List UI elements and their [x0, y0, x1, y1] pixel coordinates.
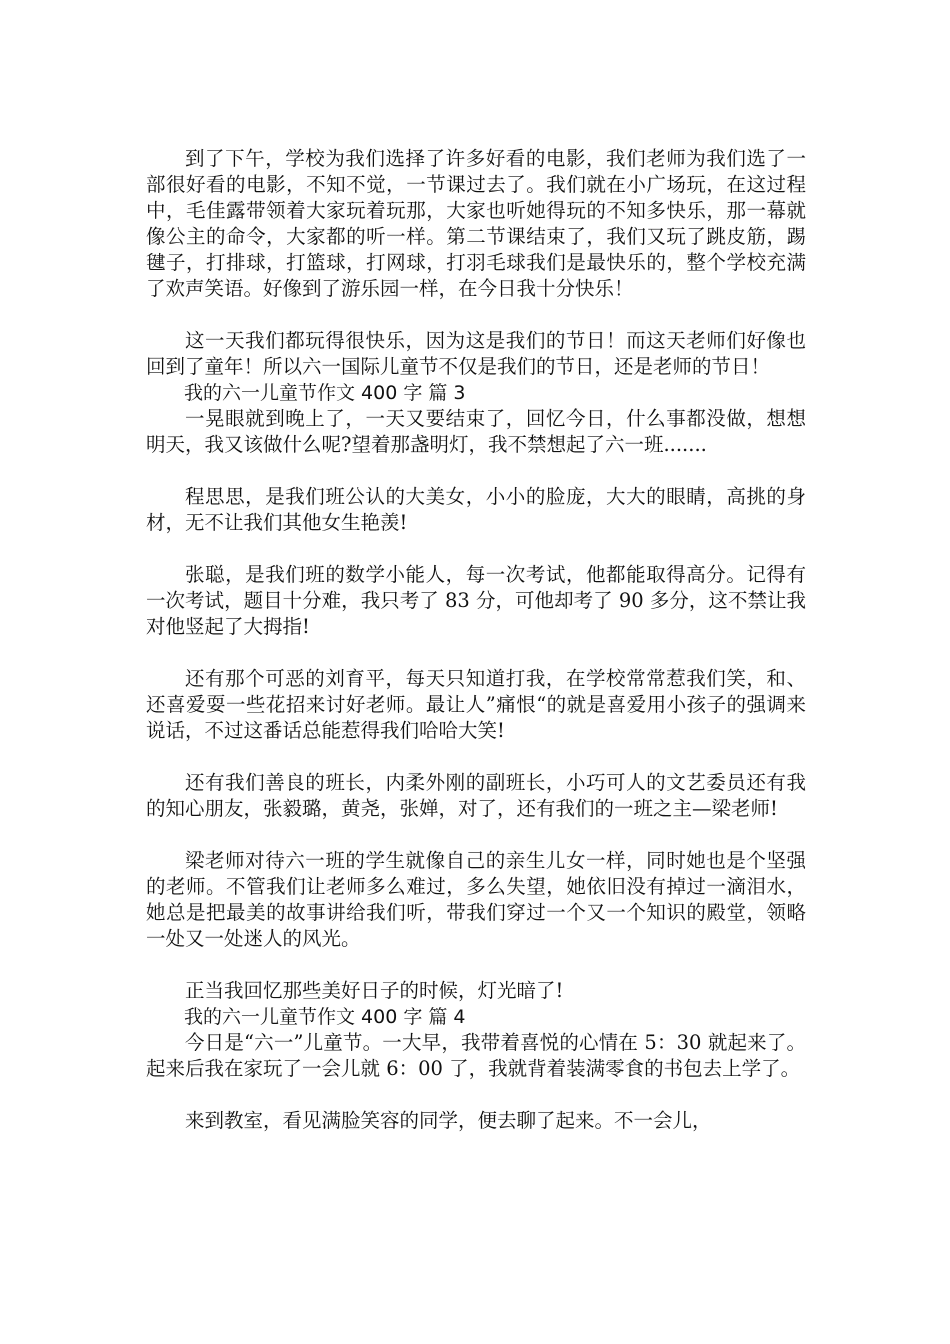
paragraph-cheng-sisi: 程思思，是我们班公认的大美女，小小的脸庞，大大的眼睛，高挑的身材，无不让我们其他女生艳羡! — [146, 485, 806, 534]
paragraph-zhang-cong: 张聪，是我们班的数学小能人，每一次考试，他都能取得高分。记得有一次考试，题目十分难，我只考了 83 分，可他却考了 90 多分，这不禁让我对他竖起了大拇指! — [146, 563, 806, 638]
document-page — [146, 146, 806, 1134]
paragraph-childrens-day-morning: 今日是“六一”儿童节。一大早，我带着喜悦的心情在 5：30 就起来了。起来后我在家玩了一会儿就 6：00 了，我就背着装满零食的书包去上学了。 — [146, 1031, 806, 1080]
section-heading-part-3: 我的六一儿童节作文 400 字 篇 3 — [184, 382, 466, 404]
paragraph-festival-summary: 这一天我们都玩得很快乐，因为这是我们的节日！而这天老师们好像也回到了童年！所以六一国际儿童节不仅是我们的节日，还是老师的节日！ — [146, 329, 806, 378]
paragraph-lights-dim: 正当我回忆那些美好日子的时候，灯光暗了! — [185, 979, 564, 1002]
paragraph-afternoon-movies: 到了下午，学校为我们选择了许多好看的电影，我们老师为我们选了一部很好看的电影，不知不觉，一节课过去了。我们就在小广场玩，在这过程中，毛佳露带领着大家玩着玩那，大家也听她得玩的不知多快乐，那一幕就像公主的命令，大家都的听一样。第二节课结束了，我们又玩了跳皮筋，踢毽子，打排球，打篮球，打网球，打羽毛球我们是最快乐的，整个学校充满了欢声笑语。好像到了游乐园一样，在今日我十分快乐！ — [146, 147, 806, 300]
paragraph-evening-recall: 一晃眼就到晚上了，一天又要结束了，回忆今日，什么事都没做，想想明天，我又该做什么呢?望着那盏明灯，我不禁想起了六一班....... — [146, 407, 806, 456]
paragraph-classroom: 来到教室，看见满脸笑容的同学，便去聊了起来。不一会儿， — [185, 1109, 712, 1132]
paragraph-liu-yuping: 还有那个可恶的刘育平，每天只知道打我，在学校常常惹我们笑，和、还喜爱耍一些花招来讨好老师。最让人”痛恨“的就是喜爱用小孩子的强调来说话，不过这番话总能惹得我们哈哈大笑! — [146, 667, 806, 742]
paragraph-teacher-liang: 梁老师对待六一班的学生就像自己的亲生儿女一样，同时她也是个坚强的老师。不管我们让老师多么难过，多么失望，她依旧没有掉过一滴泪水，她总是把最美的故事讲给我们听，带我们穿过一个又一个知识的殿堂，领略一处又一处迷人的风光。 — [146, 849, 806, 950]
paragraph-class-leaders: 还有我们善良的班长，内柔外刚的副班长，小巧可人的文艺委员还有我的知心朋友，张毅璐，黄尧，张婵，对了，还有我们的一班之主—梁老师! — [146, 771, 806, 820]
section-heading-part-4: 我的六一儿童节作文 400 字 篇 4 — [184, 1006, 466, 1028]
